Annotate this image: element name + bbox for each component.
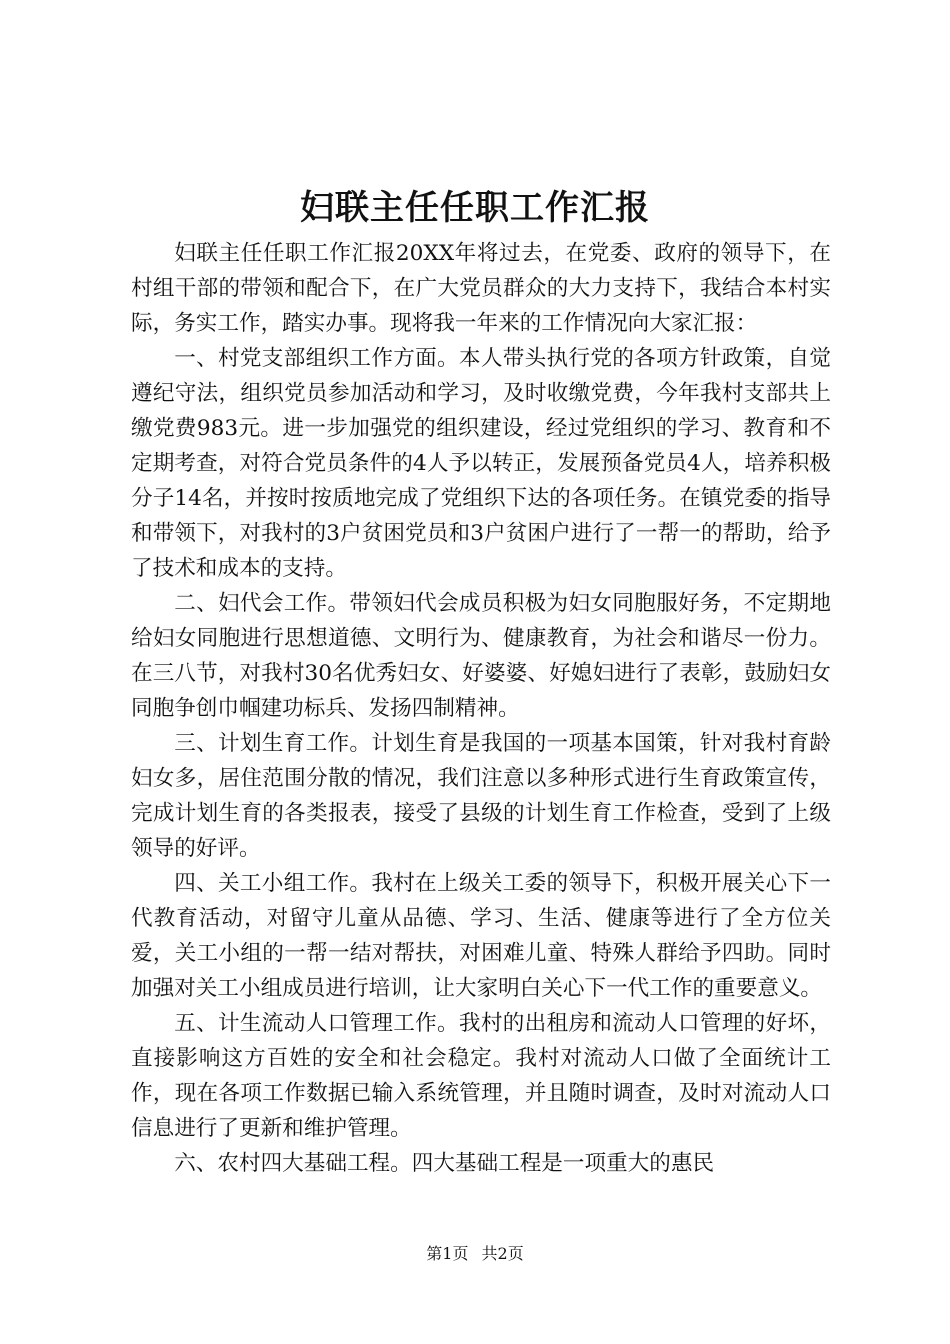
- page-number-total: 共2页: [481, 1244, 524, 1263]
- document-title: 妇联主任任职工作汇报: [300, 188, 650, 228]
- page-footer: [0, 1242, 950, 1266]
- paragraph-party-branch: 一、村党支部组织工作方面。本人带头执行党的各项方针政策，自觉遵纪守法，组织党员参加活动和学习，及时收缴党费，今年我村支部共上缴党费983元。进一步加强党的组织建设，经过党组织的学习、教育和不定期考查，对符合党员条件的4人予以转正，发展预备党员4人，培养积极分子14名，并按时按质地完成了党组织下达的各项任务。在镇党委的指导和带领下，对我村的3户贫困党员和3户贫困户进行了一帮一的帮助，给予了技术和成本的支持。: [131, 346, 831, 581]
- paragraph-family-planning: 三、计划生育工作。计划生育是我国的一项基本国策，针对我村育龄妇女多，居住范围分散的情况，我们注意以多种形式进行生育政策宣传，完成计划生育的各类报表，接受了县级的计划生育工作检查，受到了上级领导的好评。: [131, 731, 831, 861]
- page-number-current: 第1页: [426, 1244, 469, 1263]
- document-body: [131, 236, 831, 1181]
- paragraph-women-congress: 二、妇代会工作。带领妇代会成员积极为妇女同胞服好务，不定期地给妇女同胞进行思想道德、文明行为、健康教育，为社会和谐尽一份力。在三八节，对我村30名优秀妇女、好婆婆、好媳妇进行了表彰，鼓励妇女同胞争创巾帼建功标兵、发扬四制精神。: [131, 591, 831, 721]
- paragraph-youth-care: 四、关工小组工作。我村在上级关工委的领导下，积极开展关心下一代教育活动，对留守儿童从品德、学习、生活、健康等进行了全方位关爱，关工小组的一帮一结对帮扶，对困难儿童、特殊人群给予四助。同时加强对关工小组成员进行培训，让大家明白关心下一代工作的重要意义。: [131, 871, 831, 1001]
- paragraph-infrastructure: 六、农村四大基础工程。四大基础工程是一项重大的惠民: [174, 1151, 715, 1176]
- paragraph-floating-population: 五、计生流动人口管理工作。我村的出租房和流动人口管理的好坏，直接影响这方百姓的安全和社会稳定。我村对流动人口做了全面统计工作，现在各项工作数据已输入系统管理，并且随时调查，及时对流动人口信息进行了更新和维护管理。: [131, 1011, 831, 1141]
- paragraph-intro: 妇联主任任职工作汇报20XX年将过去，在党委、政府的领导下，在村组干部的带领和配合下，在广大党员群众的大力支持下，我结合本村实际，务实工作，踏实办事。现将我一年来的工作情况向大家汇报：: [131, 241, 831, 336]
